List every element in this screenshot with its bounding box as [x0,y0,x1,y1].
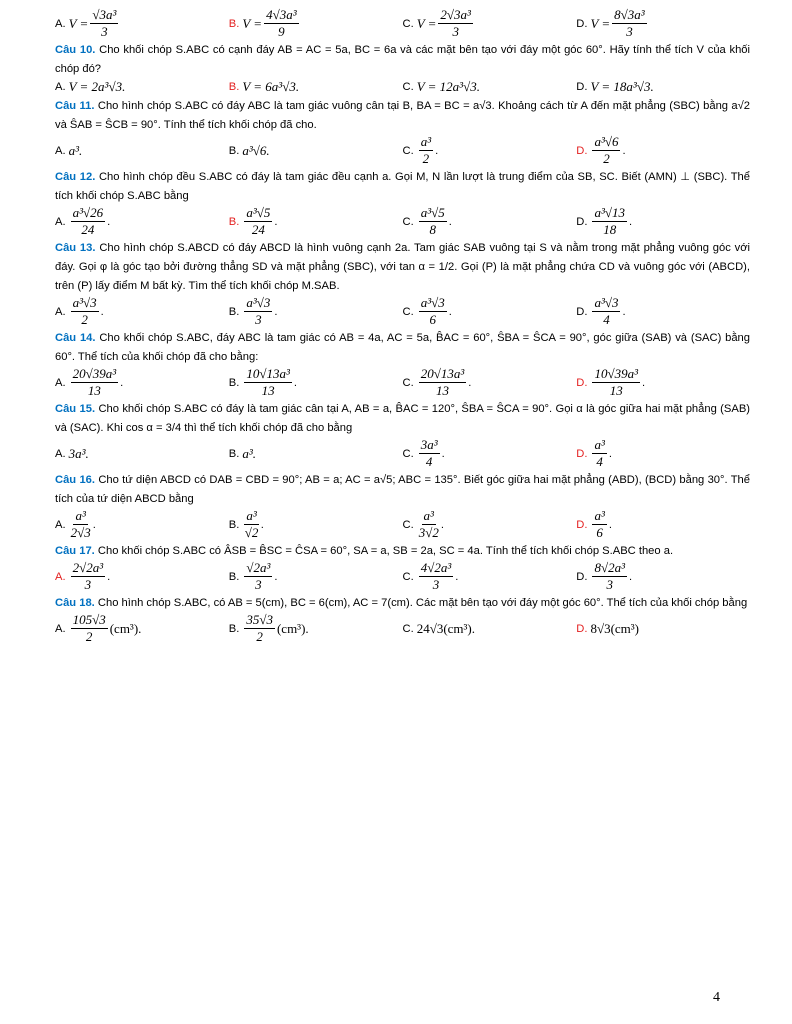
option-a [55,143,229,159]
option-suffix: . [448,305,452,318]
fraction-denominator: √2 [244,525,259,540]
question-number: Câu 10. [55,44,96,56]
fraction-numerator: a³ [75,508,86,523]
option-text: 8√3(cm³) [590,620,640,636]
option-letter: D. [576,447,588,460]
page-number: 4 [713,990,720,1005]
option-fraction [592,438,606,469]
question-14 [55,329,750,398]
option-letter: B. [228,622,240,635]
question-text: Cho hình chóp S.ABC, có AB = 5(cm), BC = 6(cm), AC = 7(cm). Các mặt bên tạo với đáy một góc 60°. Thể tích của khối chóp bằng [97,597,748,609]
question-11 [55,97,750,166]
option-suffix: . [107,570,111,583]
option-b [229,509,403,540]
fraction-numerator: a³√3 [420,295,445,310]
fraction-denominator: 3 [84,577,92,592]
option-d [576,438,750,469]
answer-options [55,561,750,592]
option-text: 3a³. [68,445,89,461]
option-letter: D. [576,622,588,635]
fraction-denominator: 24 [81,222,95,237]
option-letter: D. [576,518,588,531]
option-b [229,79,403,95]
option-letter: A. [55,215,66,228]
option-b [229,561,403,592]
answer-options [55,206,750,237]
option-letter: C. [402,305,414,318]
option-d [576,79,750,95]
question-15 [55,400,750,469]
option-d [576,135,750,166]
option-d [576,206,750,237]
option-fraction [419,135,433,166]
option-fraction [264,8,299,39]
option-suffix: (cm³). [276,620,309,636]
option-b [229,367,403,398]
question-number: Câu 12. [55,171,96,183]
question-10 [55,41,750,95]
option-letter: A. [55,518,66,531]
option-suffix: . [107,215,111,228]
option-fraction [438,8,473,39]
answer-options [55,509,750,540]
fraction-denominator: 6 [429,312,436,327]
option-text: a³√6. [242,142,270,158]
fraction-numerator: a³√6 [594,134,619,149]
option-c [403,8,577,39]
option-fraction [244,367,292,398]
option-suffix: . [641,376,646,389]
option-letter: A. [55,144,66,157]
option-d [576,509,750,540]
option-fraction [419,561,454,592]
question-number: Câu 15. [55,403,96,415]
fraction-numerator: 2√3a³ [440,7,471,22]
option-fraction [592,367,640,398]
fraction-numerator: 10√39a³ [594,366,638,381]
fraction-numerator: √2a³ [246,560,271,575]
option-c [403,509,577,540]
option-d [576,8,750,39]
fraction-numerator: a³√26 [72,205,104,220]
fraction-numerator: a³√3 [594,295,619,310]
fraction-numerator: a³√3 [246,295,271,310]
question-text: Cho khối chóp S.ABC có ÂSB = B̂SC = ĈSA = 60°, SA = a, SB = 2a, SC = 4a. Tính thể tích khối chóp S.ABC theo a. [97,545,674,557]
fraction-numerator: a³ [594,508,605,523]
option-suffix: . [274,570,278,583]
option-letter: A. [55,17,66,30]
fraction-denominator: 3 [452,24,459,39]
option-a [55,367,229,398]
option-fraction [592,509,606,540]
fraction-denominator: 4 [603,312,610,327]
option-letter: C. [402,376,414,389]
question-text: Cho hình chóp đều S.ABC có đáy là tam giác đều cạnh a. Gọi M, N lần lượt là trung điểm của SB, SC. Biết (AMN) ⊥ (SBC). Thể tích khối chóp S.ABC bằng [55,171,750,202]
option-suffix: . [455,570,459,583]
fraction-denominator: 13 [435,383,449,398]
question-stem [55,97,750,135]
option-text: V = 2a³√3. [68,79,126,94]
option-c [403,367,577,398]
fraction-denominator: 2 [603,151,610,166]
question-9 [55,8,750,39]
fraction-denominator: 2 [256,629,263,644]
fraction-denominator: 9 [278,24,285,39]
fraction-denominator: 3 [255,577,262,592]
answer-options [55,8,750,39]
fraction-denominator: 18 [603,222,617,237]
option-suffix: . [608,518,612,531]
option-letter: C. [402,570,414,583]
fraction-denominator: 2 [85,629,93,644]
answer-options [55,367,750,398]
option-letter: B. [228,570,240,583]
option-fraction [244,561,272,592]
option-fraction [71,206,106,237]
question-number: Câu 11. [55,100,95,112]
fraction-denominator: 3 [432,577,440,592]
option-letter: A. [55,376,66,389]
option-letter: D. [576,215,588,228]
option-suffix: . [628,570,633,583]
fraction-numerator: a³ [594,437,605,452]
option-prefix: V = [416,15,437,31]
fraction-numerator: a³√13 [594,205,625,220]
option-suffix: . [120,376,124,389]
option-suffix: . [622,305,626,318]
option-b [229,613,403,644]
option-fraction [71,367,119,398]
option-c [403,438,577,469]
option-a [55,613,229,644]
option-suffix: . [274,305,278,318]
option-fraction [592,206,627,237]
question-text: Cho tứ diện ABCD có DAB = CBD = 90°; AB = a; AC = a√5; ABC = 135°. Biết góc giữa hai mặt phẳng (ABD), (BCD) bằng 30°. Thể tích của tứ diện ABCD bằng [55,474,750,505]
option-suffix: . [622,144,626,157]
option-prefix: V = [68,15,89,31]
option-fraction [592,296,620,327]
fraction-numerator: 8√2a³ [594,560,625,575]
option-suffix: . [260,518,264,531]
question-stem [55,471,750,509]
question-stem [55,41,750,79]
fraction-denominator: 3 [606,577,613,592]
option-a [55,8,229,39]
option-letter: A. [55,447,66,460]
fraction-numerator: a³ [423,508,434,523]
fraction-denominator: 3 [255,312,262,327]
option-text: a³. [68,142,83,158]
option-letter: C. [402,17,414,30]
option-d [576,367,750,398]
option-letter: B. [228,215,240,228]
option-letter: C. [402,81,414,93]
question-stem [55,168,750,206]
fraction-numerator: 4√3a³ [266,7,297,22]
option-fraction [419,206,447,237]
fraction-denominator: 4 [425,454,433,469]
question-text: Cho hình chóp S.ABCD có đáy ABCD là hình vuông cạnh 2a. Tam giác SAB vuông tại S và nằm trong mặt phẳng vuông góc với đáy. Gọi φ là góc tạo bởi đường thẳng SD và mặt phẳng (SBC), với tan α = 1/2. Gọi (P) là mặt phẳng chứa CD và vuông góc với (ABCD), trên (P) lấy điểm M bất kỳ. Tìm thể tích khối chóp M.SAB. [55,242,751,292]
option-b [229,446,403,462]
option-fraction [71,296,99,327]
option-prefix: V = [590,15,611,31]
option-letter: C. [402,144,414,157]
option-fraction [419,509,439,540]
answer-options [55,296,750,327]
fraction-numerator: 20√13a³ [420,366,465,381]
option-b [229,206,403,237]
option-fraction [244,509,258,540]
question-number: Câu 13. [55,242,96,254]
option-suffix: . [441,447,445,460]
option-a [55,561,229,592]
option-fraction [244,296,272,327]
question-number: Câu 16. [55,474,95,486]
option-letter: B. [228,144,240,157]
option-letter: A. [55,570,66,583]
option-letter: B. [228,81,240,93]
fraction-denominator: 8 [429,222,436,237]
option-fraction [592,561,627,592]
option-c [403,79,577,95]
option-b [229,143,403,159]
question-stem [55,239,750,296]
fraction-denominator: 4 [596,454,603,469]
option-text: 24√3(cm³). [416,620,476,636]
fraction-numerator: 10√13a³ [246,366,290,381]
option-fraction [419,438,440,469]
fraction-denominator: 13 [261,383,275,398]
fraction-numerator: a³√5 [420,205,445,220]
fraction-numerator: a³ [420,134,432,149]
option-text: a³. [242,445,256,461]
fraction-denominator: 2 [422,151,430,166]
option-fraction [419,367,467,398]
fraction-numerator: √3a³ [92,7,117,22]
fraction-denominator: 3 [101,24,108,39]
option-suffix: . [468,376,472,389]
question-stem [55,594,750,613]
option-suffix: . [293,376,297,389]
option-a [55,206,229,237]
answer-options [55,613,750,644]
option-c [403,135,577,166]
fraction-numerator: 20√39a³ [72,366,117,381]
fraction-denominator: 2 [81,312,88,327]
option-suffix: . [448,215,452,228]
option-text: V = 12a³√3. [416,79,480,94]
option-a [55,509,229,540]
option-letter: D. [576,570,588,583]
option-suffix: . [435,144,439,157]
option-suffix: . [274,215,278,228]
question-number: Câu 14. [55,332,96,344]
option-letter: A. [55,305,66,318]
option-b [229,8,403,39]
question-stem [55,542,750,561]
answer-options [55,438,750,469]
fraction-denominator: 13 [609,383,623,398]
option-letter: C. [402,447,414,460]
option-b [229,296,403,327]
answer-options [55,135,750,166]
option-c [403,621,577,637]
question-13 [55,239,750,327]
option-d [576,621,750,637]
worksheet-page [55,6,750,644]
option-suffix: . [628,215,633,228]
option-fraction [71,561,106,592]
question-text: Cho khối chóp S.ABC có cạnh đáy AB = AC = 5a, BC = 6a và các mặt bên tạo với đáy một góc 60°. Hãy tính thể tích V của khối chóp đó? [55,44,751,75]
fraction-numerator: 35√3 [246,612,273,627]
question-16 [55,471,750,540]
fraction-denominator: 3 [626,24,633,39]
option-text: V = 6a³√3. [242,79,300,94]
fraction-denominator: 3√2 [418,525,439,540]
question-12 [55,168,750,237]
option-d [576,561,750,592]
option-a [55,296,229,327]
question-number: Câu 17. [55,545,95,557]
fraction-numerator: a³√5 [246,205,271,220]
fraction-denominator: 6 [596,525,603,540]
option-fraction [592,135,620,166]
question-17 [55,542,750,592]
option-suffix: . [92,518,96,531]
question-18 [55,594,750,644]
fraction-numerator: a³√3 [72,295,97,310]
option-fraction [244,613,275,644]
question-text: Cho hình chóp S.ABC có đáy ABC là tam giác vuông cân tại B, BA = BC = a√3. Khoảng cách từ A đến mặt phẳng (SBC) bằng a√2 và ŜAB = ŜCB = 90°. Tính thể tích khối chóp đã cho. [55,100,751,131]
option-letter: B. [228,17,240,30]
option-suffix: . [440,518,444,531]
answer-options [55,79,750,95]
option-suffix: (cm³). [109,620,142,636]
fraction-numerator: a³ [246,508,257,523]
question-text: Cho khối chóp S.ABC, đáy ABC là tam giác có AB = 4a, AC = 5a, B̂AC = 60°, ŜBA = ŜCA = 90°, góc giữa (SAB) và (SAC) bằng 60°. Thể tích của khối chóp đã cho bằng: [55,332,751,363]
option-letter: C. [402,518,414,531]
option-letter: D. [576,376,588,389]
fraction-numerator: 8√3a³ [614,7,645,22]
option-letter: D. [576,81,588,93]
option-letter: B. [228,305,240,318]
fraction-numerator: 4√2a³ [420,560,452,575]
option-suffix: . [608,447,612,460]
option-fraction [244,206,272,237]
option-letter: A. [55,622,66,635]
option-c [403,561,577,592]
option-fraction [612,8,647,39]
option-text: V = 18a³√3. [590,79,654,94]
option-letter: C. [402,622,414,635]
option-fraction [71,613,108,644]
fraction-denominator: 24 [251,222,265,237]
question-text: Cho khối chóp S.ABC có đáy là tam giác cân tại A, AB = a, B̂AC = 120°, ŜBA = ŜCA = 90°. Gọi α là góc giữa hai mặt phẳng (SAB) và (SAC). Khi cos α = 3/4 thì thể tích khối chóp đã cho bằng [55,403,751,434]
option-letter: A. [55,81,66,93]
question-number: Câu 18. [55,597,95,609]
option-letter: B. [228,447,240,460]
fraction-denominator: 2√3 [70,525,91,540]
fraction-numerator: 105√3 [72,612,106,627]
question-stem [55,400,750,438]
option-a [55,446,229,462]
option-letter: D. [576,144,588,157]
fraction-numerator: 2√2a³ [72,560,104,575]
option-letter: B. [228,518,240,531]
option-suffix: . [100,305,104,318]
fraction-denominator: 13 [87,383,101,398]
option-d [576,296,750,327]
option-letter: D. [576,305,588,318]
option-letter: C. [402,215,414,228]
option-prefix: V = [242,15,263,31]
option-c [403,296,577,327]
option-c [403,206,577,237]
option-fraction [419,296,447,327]
option-fraction [90,8,118,39]
option-letter: B. [228,376,240,389]
fraction-numerator: 3a³ [420,437,438,452]
option-letter: D. [576,17,588,30]
question-stem [55,329,750,367]
option-a [55,79,229,95]
option-fraction [71,509,91,540]
